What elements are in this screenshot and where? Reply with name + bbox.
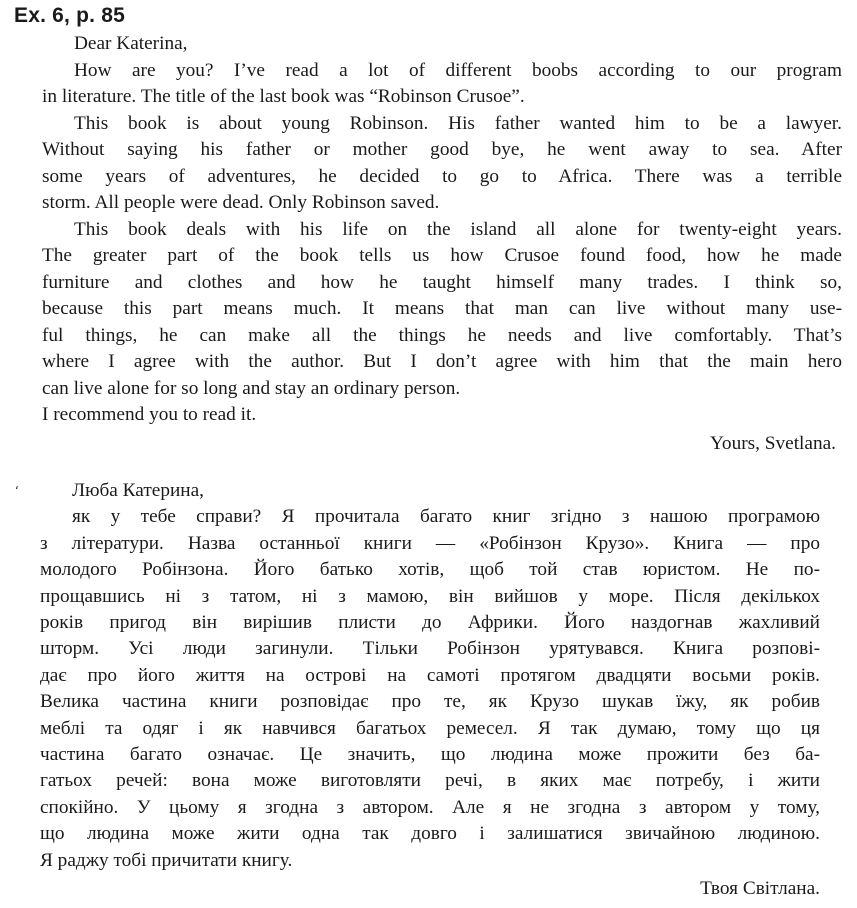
- ukrainian-line: частина багато означає. Це значить, що людина може прожити без ба-: [40, 744, 820, 766]
- english-line: How are you? I’ve read a lot of different boobs according to our program: [74, 59, 842, 81]
- margin-mark: ‘: [15, 484, 19, 498]
- ukrainian-translation: [40, 478, 820, 903]
- english-line: some years of adventures, he decided to go to Africa. There was a terrible: [42, 165, 842, 187]
- ukrainian-signature: Твоя Світлана.: [700, 878, 820, 900]
- english-line: I recommend you to read it.: [42, 404, 257, 425]
- english-line: Without saying his father or mother good bye, he went away to sea. After: [42, 139, 842, 160]
- english-line: where I agree with the author. But I don’t agree with him that the main hero: [42, 351, 842, 372]
- english-line: The greater part of the book tells us how Crusoe found food, how he made: [42, 245, 842, 266]
- ukrainian-line: гатьох речей: вона може виготовляти речі, в яких має потребу, і жити: [40, 770, 820, 792]
- english-line: can live alone for so long and stay an ordinary person.: [42, 377, 461, 399]
- ukrainian-line: Я раджу тобі причитати книгу.: [40, 849, 293, 871]
- english-line: storm. All people were dead. Only Robinson saved.: [42, 192, 440, 213]
- ukrainian-line: років пригод він вирішив плисти до Африки. Його наздогнав жахливий: [40, 612, 820, 634]
- english-line: furniture and clothes and how he taught himself many trades. I think so,: [42, 271, 842, 293]
- english-greeting: Dear Katerina,: [74, 33, 188, 54]
- exercise-heading: Ex. 6, p. 85: [14, 4, 125, 27]
- english-letter: [42, 31, 842, 457]
- ukrainian-line: шторм. Усі люди загинули. Тільки Робінзон урятувався. Книга розпові-: [40, 638, 820, 660]
- ukrainian-line: з літератури. Назва останньої книги — «Робінзон Крузо». Книга — про: [40, 532, 820, 554]
- ukrainian-line: дає про його життя на острові на самоті протягом двадцяти восьми років.: [40, 664, 820, 686]
- ukrainian-line: прощавшись ні з татом, ні з мамою, він вийшов у море. Після декількох: [40, 585, 820, 607]
- english-signature: Yours, Svetlana.: [709, 432, 836, 454]
- english-line: This book is about young Robinson. His father wanted him to be a lawyer.: [74, 112, 842, 134]
- english-line: because this part means much. It means that man can live without many use-: [42, 298, 842, 319]
- ukrainian-line: меблі та одяг і як навчився багатьох ремесел. Я так думаю, тому що ця: [40, 717, 820, 739]
- ukrainian-line: що людина може жити одна так довго і залишатися звичайною людиною.: [40, 823, 820, 845]
- english-line: This book deals with his life on the island all alone for twenty-eight years.: [74, 218, 842, 240]
- english-line: in literature. The title of the last book was “Robinson Crusoe”.: [42, 86, 525, 107]
- ukrainian-line: молодого Робінзона. Його батько хотів, щоб той став юристом. Не по-: [40, 559, 820, 581]
- ukrainian-line: як у тебе справи? Я прочитала багато книг згідно з нашою програмою: [72, 506, 820, 528]
- ukrainian-greeting: Люба Катерина,: [72, 480, 204, 501]
- english-line: ful things, he can make all the things he needs and live comfortably. That’s: [42, 324, 842, 346]
- ukrainian-line: Велика частина книги розповідає про те, як Крузо шукав їжу, як робив: [40, 691, 820, 713]
- ukrainian-line: спокійно. У цьому я згодна з автором. Але я не згодна з автором у тому,: [40, 796, 820, 818]
